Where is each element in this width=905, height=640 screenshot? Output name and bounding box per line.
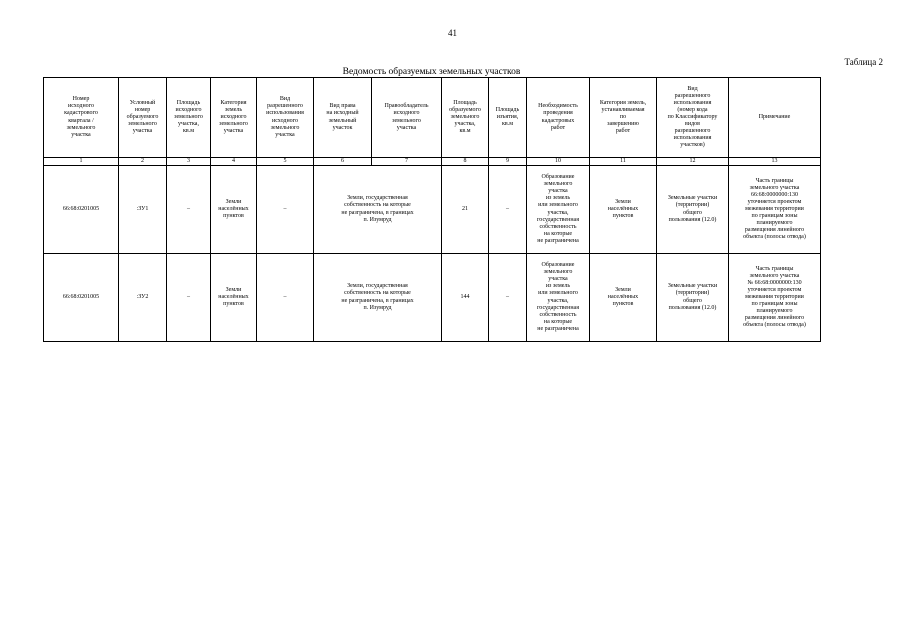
column-number: 4 xyxy=(211,158,257,166)
header-cell: Площадь образуемого земельного участка, кв.м xyxy=(442,78,489,158)
column-number: 6 xyxy=(314,158,372,166)
header-cell: Правообладатель исходного земельного участка xyxy=(372,78,442,158)
table-row xyxy=(44,166,821,254)
category-cell: Земли населённых пунктов xyxy=(211,166,257,254)
column-number: 1 xyxy=(44,158,119,166)
land-plots-table xyxy=(43,77,821,342)
use-code-cell: Земельные участки (территории) общего пользования (12.0) xyxy=(657,166,729,254)
column-number-row xyxy=(44,158,821,166)
column-number: 12 xyxy=(657,158,729,166)
use-code-cell: Земельные участки (территории) общего пользования (12.0) xyxy=(657,254,729,342)
column-number: 3 xyxy=(167,158,211,166)
column-number: 8 xyxy=(442,158,489,166)
column-number: 10 xyxy=(527,158,590,166)
column-number: 13 xyxy=(729,158,821,166)
column-number: 2 xyxy=(119,158,167,166)
header-cell: Вид разрешенного использования исходного земельного участка xyxy=(257,78,314,158)
table-row xyxy=(44,254,821,342)
header-cell: Примечание xyxy=(729,78,821,158)
table-title: Ведомость образуемых земельных участков xyxy=(342,67,521,77)
plot-number-cell: :ЗУ2 xyxy=(119,254,167,342)
final-category-cell: Земли населённых пунктов xyxy=(590,166,657,254)
new-area-cell: 144 xyxy=(442,254,489,342)
table-label: Таблица 2 xyxy=(844,57,883,67)
permitted-use-cell: – xyxy=(257,254,314,342)
header-cell: Номер исходного кадастрового квартала / земельного участка xyxy=(44,78,119,158)
column-number: 11 xyxy=(590,158,657,166)
final-category-cell: Земли населённых пунктов xyxy=(590,254,657,342)
column-number: 5 xyxy=(257,158,314,166)
note-cell: Часть границы земельного участка № 66:68:0000000:130 уточняется проектом межевания территории по границам зоны планируемого размещения линейного объекта (полосы отвода) xyxy=(729,254,821,342)
withdrawal-area-cell: – xyxy=(489,166,527,254)
header-cell: Категория земель, устанавливаемая по завершению работ xyxy=(590,78,657,158)
column-number: 7 xyxy=(372,158,442,166)
cadastral-works-cell: Образование земельного участка из земель или земельного участка, государственная собственность на которые не разграничена xyxy=(527,254,590,342)
header-cell: Площадь исходного земельного участка, кв.м xyxy=(167,78,211,158)
category-cell: Земли населённых пунктов xyxy=(211,254,257,342)
header-cell: Необходимость проведения кадастровых работ xyxy=(527,78,590,158)
header-row xyxy=(44,78,821,158)
new-area-cell: 21 xyxy=(442,166,489,254)
column-number: 9 xyxy=(489,158,527,166)
header-cell: Категория земель исходного земельного участка xyxy=(211,78,257,158)
quarter-cell: 66:68:0201005 xyxy=(44,166,119,254)
withdrawal-area-cell: – xyxy=(489,254,527,342)
page-number: 41 xyxy=(448,28,457,38)
quarter-cell: 66:68:0201005 xyxy=(44,254,119,342)
cadastral-works-cell: Образование земельного участка из земель или земельного участка, государственная собственность на которые не разграничена xyxy=(527,166,590,254)
plot-number-cell: :ЗУ1 xyxy=(119,166,167,254)
source-area-cell: – xyxy=(167,254,211,342)
right-and-owner-cell: Земли, государственная собственность на которые не разграничена, в границах п. Изумруд xyxy=(314,254,442,342)
header-cell: Площадь изъятия, кв.м xyxy=(489,78,527,158)
right-and-owner-cell: Земли, государственная собственность на которые не разграничена, в границах п. Изумруд xyxy=(314,166,442,254)
permitted-use-cell: – xyxy=(257,166,314,254)
note-cell: Часть границы земельного участка 66:68:0000000:130 уточняется проектом межевания территории по границам зоны планируемого размещения линейного объекта (полосы отвода) xyxy=(729,166,821,254)
header-cell: Вид разрешенного использования (номер кода по Классификатору видов разрешенного использования участков) xyxy=(657,78,729,158)
header-cell: Условный номер образуемого земельного участка xyxy=(119,78,167,158)
source-area-cell: – xyxy=(167,166,211,254)
header-cell: Вид права на исходный земельный участок xyxy=(314,78,372,158)
